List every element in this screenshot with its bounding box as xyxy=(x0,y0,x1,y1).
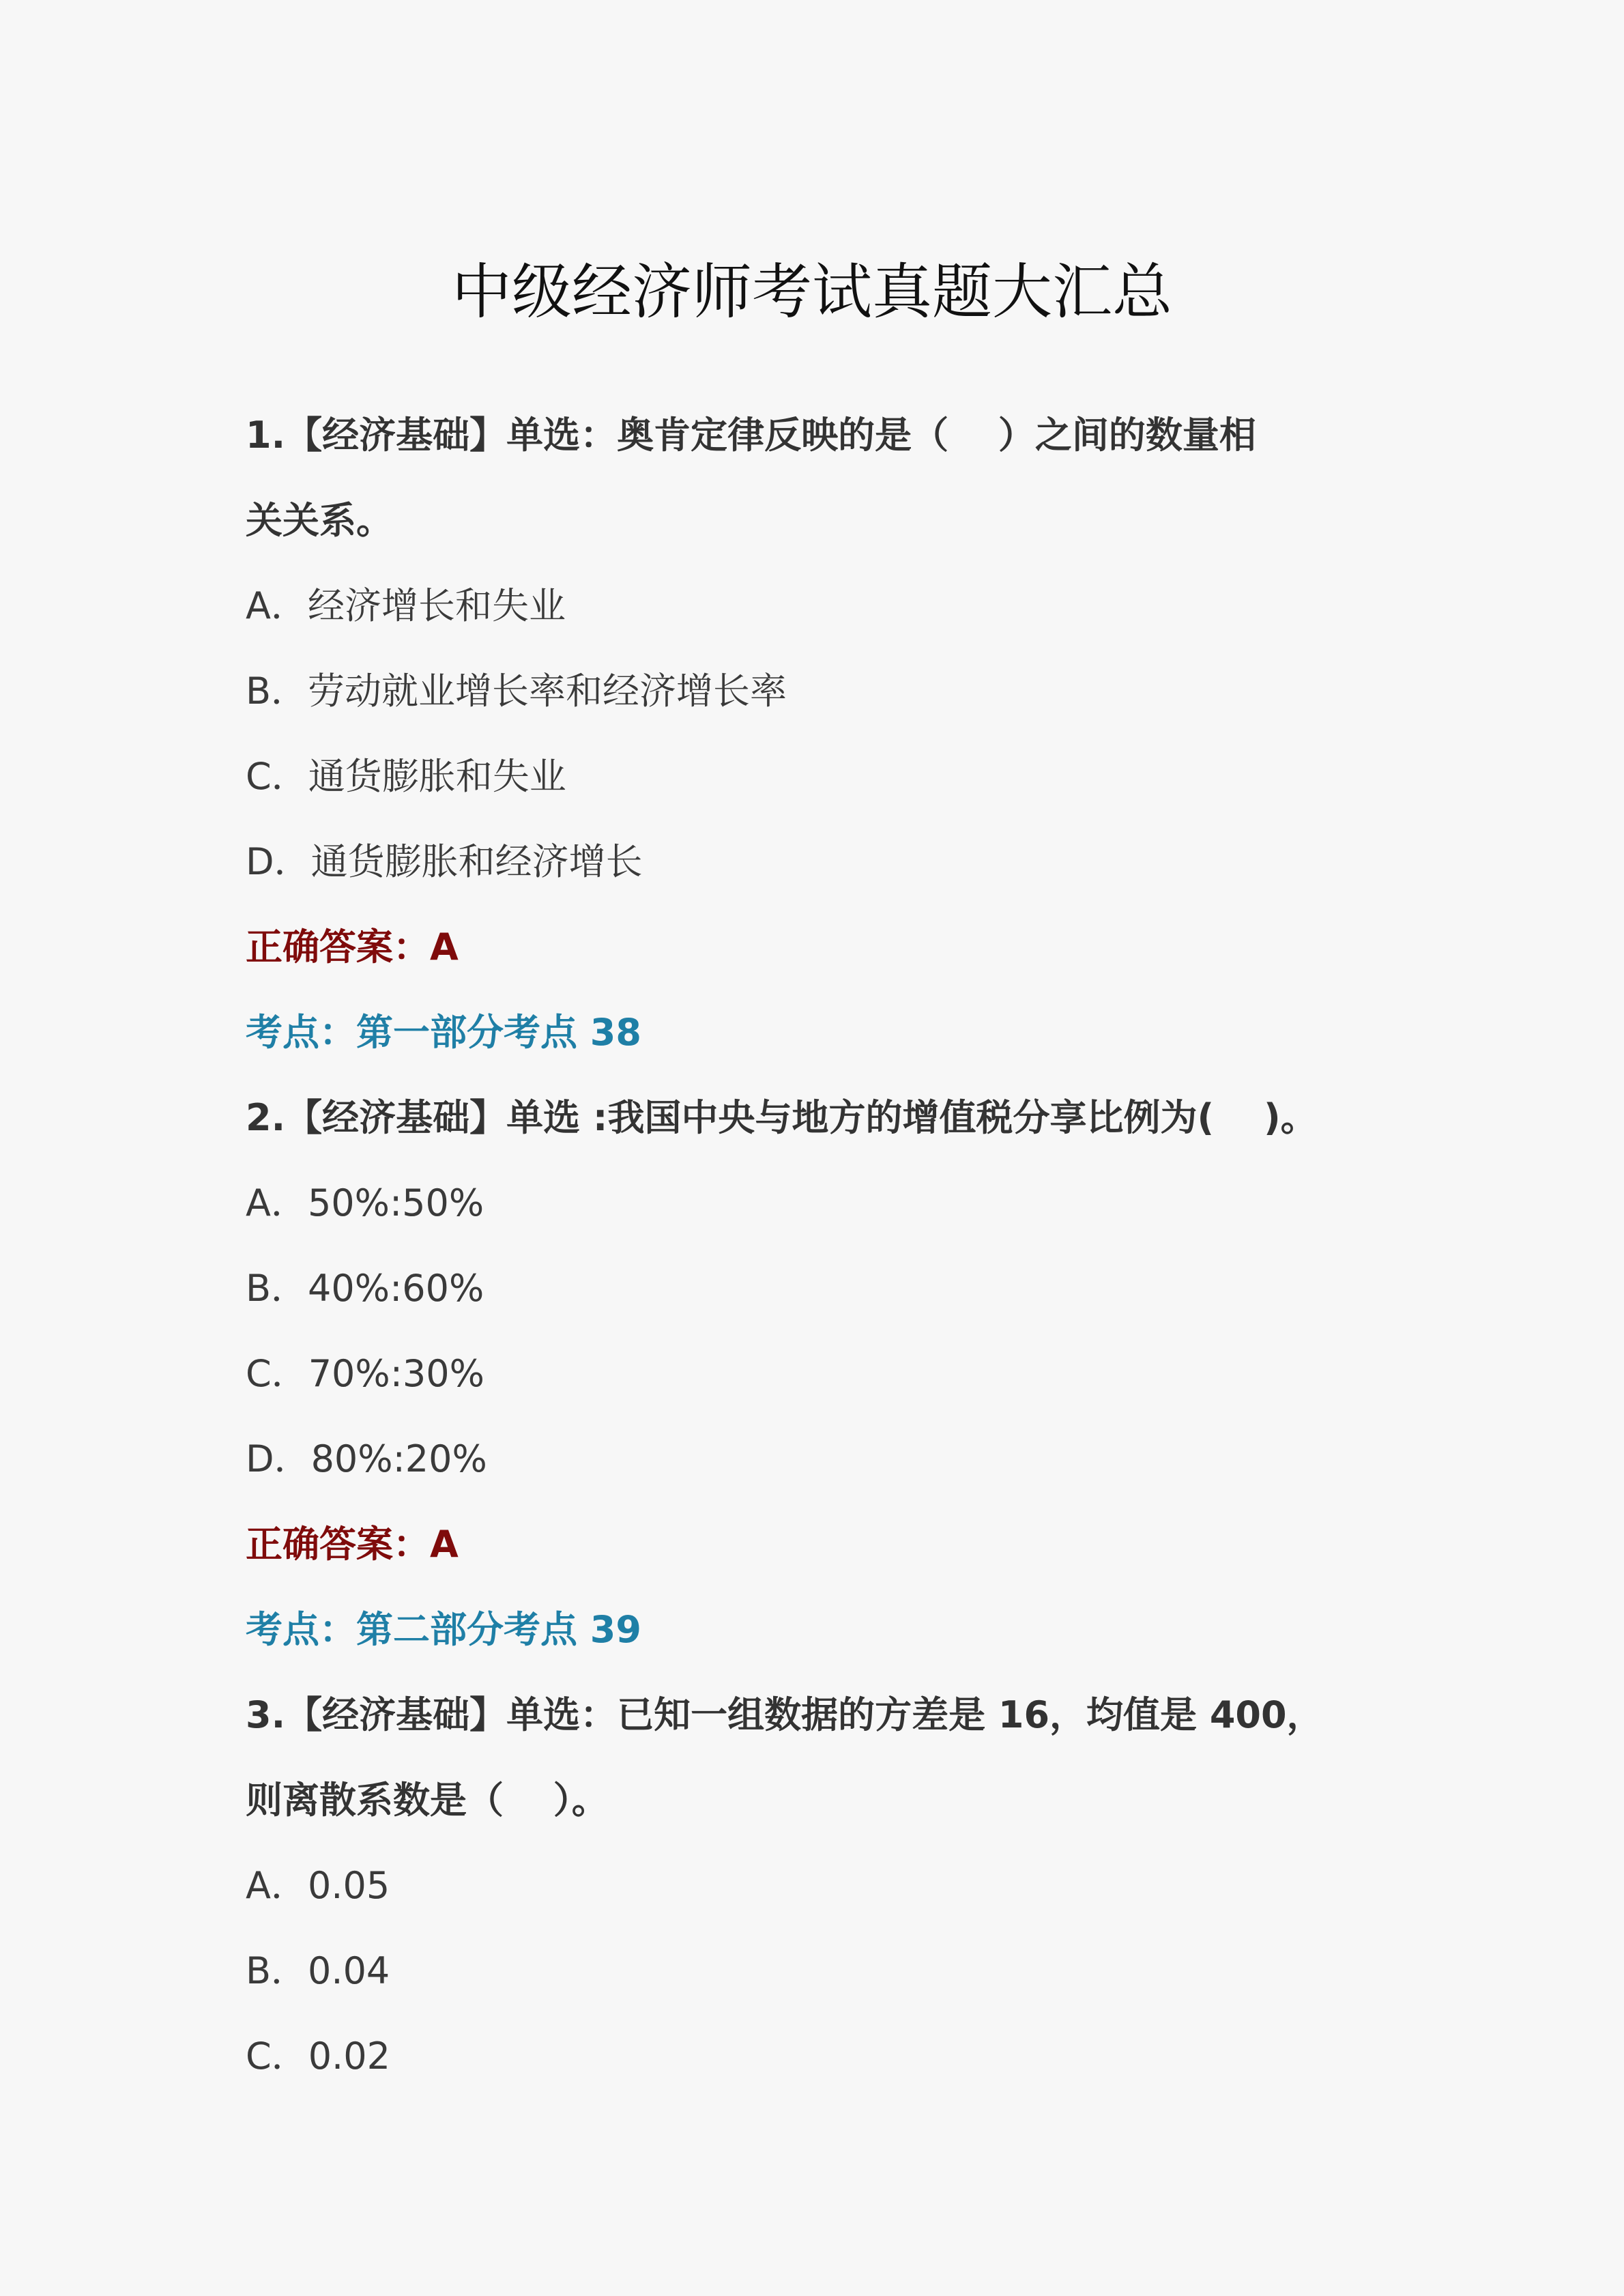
page-title: 中级经济师考试真题大汇总 xyxy=(451,257,1172,327)
question-3-option-c: C．0.02 xyxy=(246,2035,390,2078)
question-2-stem-line-1: 2.【经济基础】单选 :我国中央与地方的增值税分享比例为( )。 xyxy=(246,1096,1318,1139)
question-2-answer: 正确答案：A xyxy=(246,1523,459,1566)
question-1-stem-line-2: 关关系。 xyxy=(246,499,393,542)
question-1-option-b: B．劳动就业增长率和经济增长率 xyxy=(246,670,787,713)
question-1-option-c: C．通货膨胀和失业 xyxy=(246,755,566,798)
question-3-stem-line-1: 3.【经济基础】单选：已知一组数据的方差是 16，均值是 400， xyxy=(246,1693,1324,1736)
question-1-answer: 正确答案：A xyxy=(246,925,459,968)
question-1-option-d: D．通货膨胀和经济增长 xyxy=(246,840,643,883)
question-3-stem-line-2: 则离散系数是（ ）。 xyxy=(246,1779,609,1822)
question-3-option-a: A．0.05 xyxy=(246,1864,390,1907)
question-2-knowledge-point: 考点：第二部分考点 39 xyxy=(246,1608,641,1651)
question-2-option-d: D．80%:20% xyxy=(246,1437,487,1480)
question-1-knowledge-point: 考点：第一部分考点 38 xyxy=(246,1011,641,1054)
question-3-option-b: B．0.04 xyxy=(246,1949,390,1992)
question-2-option-c: C．70%:30% xyxy=(246,1352,484,1395)
question-1-stem-line-1: 1.【经济基础】单选：奥肯定律反映的是（ ）之间的数量相 xyxy=(246,414,1256,457)
question-1-option-a: A．经济增长和失业 xyxy=(246,584,566,627)
question-2-option-a: A．50%:50% xyxy=(246,1181,484,1224)
question-2-option-b: B．40%:60% xyxy=(246,1267,484,1310)
